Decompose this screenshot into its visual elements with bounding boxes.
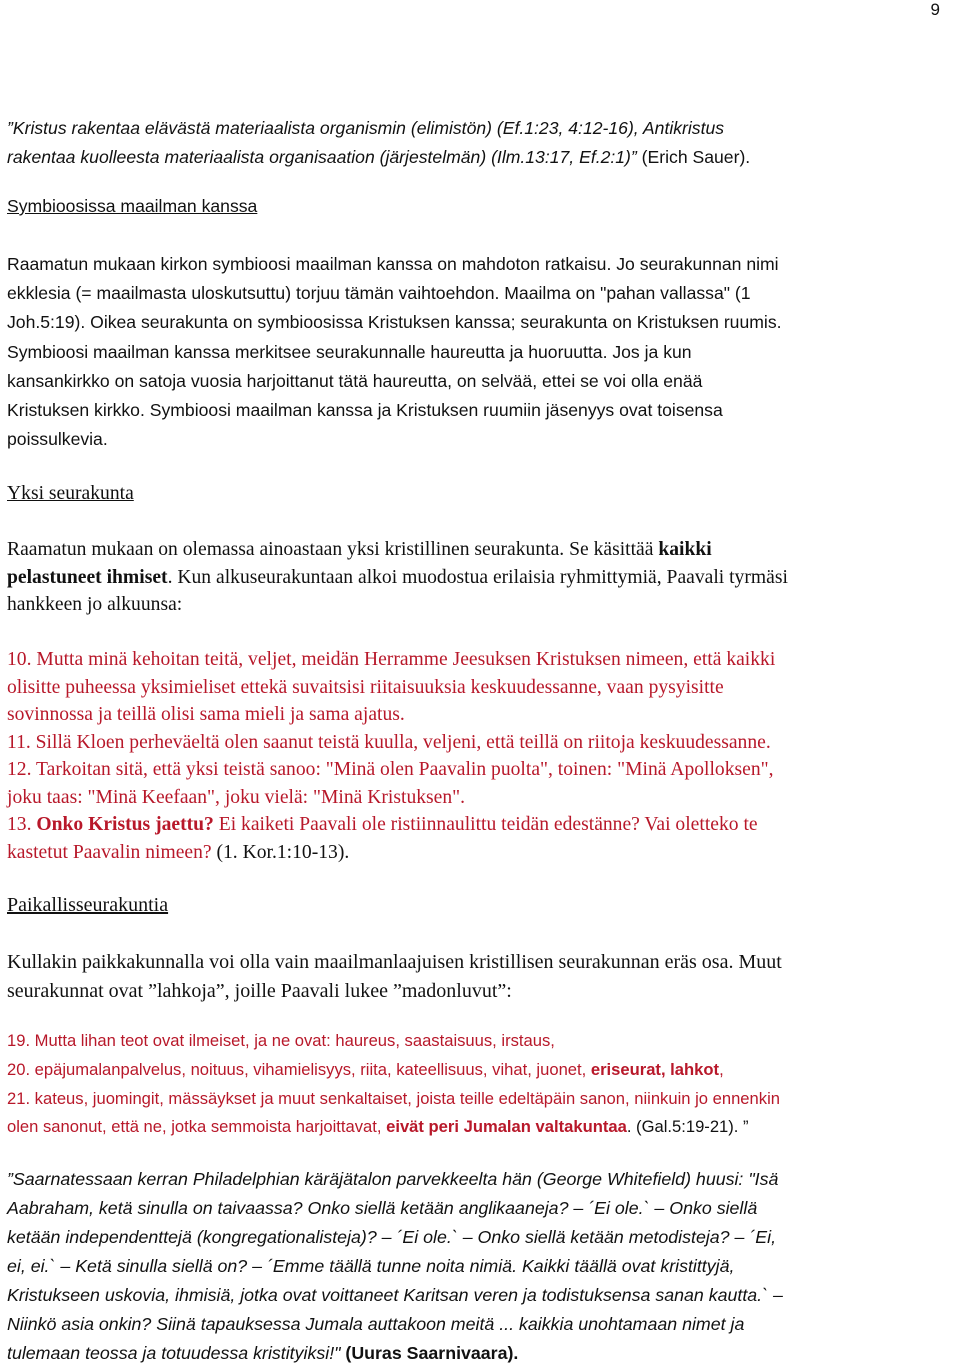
- bible-reference: . (Gal.5:19-21). ”: [626, 1117, 749, 1137]
- paragraph-line: Joh.5:19). Oikea seurakunta on symbioosissa Kristuksen kanssa; seurakunta on Kristuksen ruumis.: [7, 312, 782, 333]
- section-heading-yksi-seurakunta: Yksi seurakunta: [7, 483, 134, 504]
- paragraph-symbioosi: [7, 250, 957, 454]
- paragraph-line: seurakunnat ovat ”lahkoja”, joille Paavali lukee ”madonluvut”:: [7, 980, 512, 1002]
- quote-author: (Uuras Saarnivaara).: [340, 1343, 519, 1363]
- quote-line: ketään independenttejä (kongregationalisteja)? – ´Ei ole.` – Onko siellä ketään metodisteja? – ´Ei,: [7, 1227, 777, 1247]
- paragraph-line: Kristuksen kirkko. Symbioosi maailman kanssa ja Kristuksen ruumiin jäsenyys ovat toisensa: [7, 400, 723, 421]
- verse-13-cont: kastetut Paavalin nimeen? (1. Kor.1:10-13).: [7, 841, 350, 863]
- paragraph-yksi-seurakunta: [7, 536, 957, 619]
- verse-12-cont: joku taas: "Minä Keefaan", joku vielä: "Minä Kristuksen".: [7, 786, 466, 808]
- paragraph-line: Kullakin paikkakunnalla voi olla vain maailmanlaajuisen kristillisen seurakunnan eräs osa. Muut: [7, 951, 782, 973]
- quote-line: ei, ei.` – Ketä sinulla siellä on? – ´Emme täällä tunne noita nimiä. Kaikki täällä ovat kristittyjä,: [7, 1256, 735, 1276]
- verse-13: 13. Onko Kristus jaettu? Ei kaiketi Paavali ole ristiinnaulittu teidän edestänne? Vai oletteko te: [7, 814, 758, 835]
- paragraph-line: Symbioosi maailman kanssa merkitsee seurakunnalle haureutta ja huoruutta. Jos ja kun: [7, 341, 692, 362]
- paragraph-line: Raamatun mukaan kirkon symbioosi maailman kanssa on mahdoton ratkaisu. Jo seurakunnan nimi: [7, 254, 779, 274]
- verse-10-cont: olisitte puheessa yksimieliset ettekä suvaitsisi riitaisuuksia keskuudessanne, vaan pysyisitte: [7, 676, 724, 698]
- page-number: 9: [930, 0, 940, 19]
- paragraph-line: ekklesia (= maailmasta uloskutsuttu) torjuu tämän vaihtoehdon. Maailma on "pahan vallassa" (1: [7, 283, 751, 304]
- quote-erich-sauer: [7, 114, 957, 172]
- section-heading-symbioosissa: Symbioosissa maailman kanssa: [7, 196, 258, 216]
- verse-11: 11. Sillä Kloen perheväeltä olen saanut teistä kuulla, veljeni, että teillä on riitoja keskuudessanne.: [7, 731, 771, 753]
- paragraph-line: poissulkevia.: [7, 429, 108, 450]
- quote-line: Aabraham, ketä sinulla on taivaassa? Onko siellä ketään anglikaaneja? – ´Ei ole.` – Onko siellä: [7, 1198, 758, 1218]
- verse-20: 20. epäjumalanpalvelus, noituus, vihamielisyys, riita, kateellisuus, vihat, juonet, eriseurat, lahkot,: [7, 1059, 724, 1079]
- bible-quote-gal: [7, 1027, 957, 1142]
- paragraph-paikallisseurakuntia: [7, 948, 957, 1006]
- verse-19: 19. Mutta lihan teot ovat ilmeiset, ja ne ovat: haureus, saastaisuus, irstaus,: [7, 1031, 555, 1050]
- paragraph-line: kansankirkko on satoja vuosia harjoittanut tätä haureutta, on selvää, ettei se voi olla enää: [7, 370, 703, 391]
- quote-line: tulemaan teossa ja totuudessa kristityiksi!" (Uuras Saarnivaara).: [7, 1343, 519, 1363]
- verse-21-cont: olen sanonut, että ne, jotka semmoista harjoittavat, eivät peri Jumalan valtakuntaa. (Gal.5:19-21). ”: [7, 1117, 749, 1137]
- bible-quote-1kor: [7, 646, 957, 866]
- paragraph-line: Raamatun mukaan on olemassa ainoastaan yksi kristillinen seurakunta. Se käsittää kaikki: [7, 539, 712, 560]
- section-heading-paikallisseurakuntia: Paikallisseurakuntia: [7, 894, 169, 916]
- verse-12: 12. Tarkoitan sitä, että yksi teistä sanoo: "Minä olen Paavalin puolta", toinen: "Minä Apolloksen",: [7, 759, 774, 780]
- verse-21: 21. kateus, juomingit, mässäykset ja muut senkaltaiset, joista teille edeltäpäin sanon, niinkuin jo ennenkin: [7, 1088, 780, 1108]
- quote-line: Kristukseen uskovia, ihmisiä, jotka ovat voittaneet Karitsan veren ja todistuksensa sanan kautta.` –: [7, 1285, 783, 1305]
- verse-10: 10. Mutta minä kehoitan teitä, veljet, meidän Herramme Jeesuksen Kristuksen nimeen, että kaikki: [7, 649, 776, 670]
- quote-line: ”Kristus rakentaa elävästä materiaalista organismin (elimistön) (Ef.1:23, 4:12-16), Antikristus: [7, 118, 725, 138]
- quote-line: Niinkö asia onkin? Siinä tapauksessa Jumala auttakoon meitä ... kaikkia unohtamaan nimet ja: [7, 1314, 745, 1334]
- paragraph-line: hankkeen jo alkuunsa:: [7, 594, 183, 615]
- quote-line: rakentaa kuolleesta materiaalista organisaation (järjestelmän) (Ilm.13:17, Ef.2:1)” (Erich Sauer).: [7, 147, 751, 168]
- verse-10-cont: sovinnossa ja teillä olisi sama mieli ja sama ajatus.: [7, 704, 405, 725]
- paragraph-line: pelastuneet ihmiset. Kun alkuseurakuntaan alkoi muodostua erilaisia ryhmittymiä, Paavali tyrmäsi: [7, 566, 788, 588]
- bible-reference: (1. Kor.1:10-13).: [211, 841, 350, 863]
- quote-line: ”Saarnatessaan kerran Philadelphian käräjätalon parvekkeelta hän (George Whitefield) huusi: "Isä: [7, 1169, 779, 1189]
- quote-whitefield: [7, 1165, 957, 1368]
- quote-author: (Erich Sauer).: [636, 147, 751, 168]
